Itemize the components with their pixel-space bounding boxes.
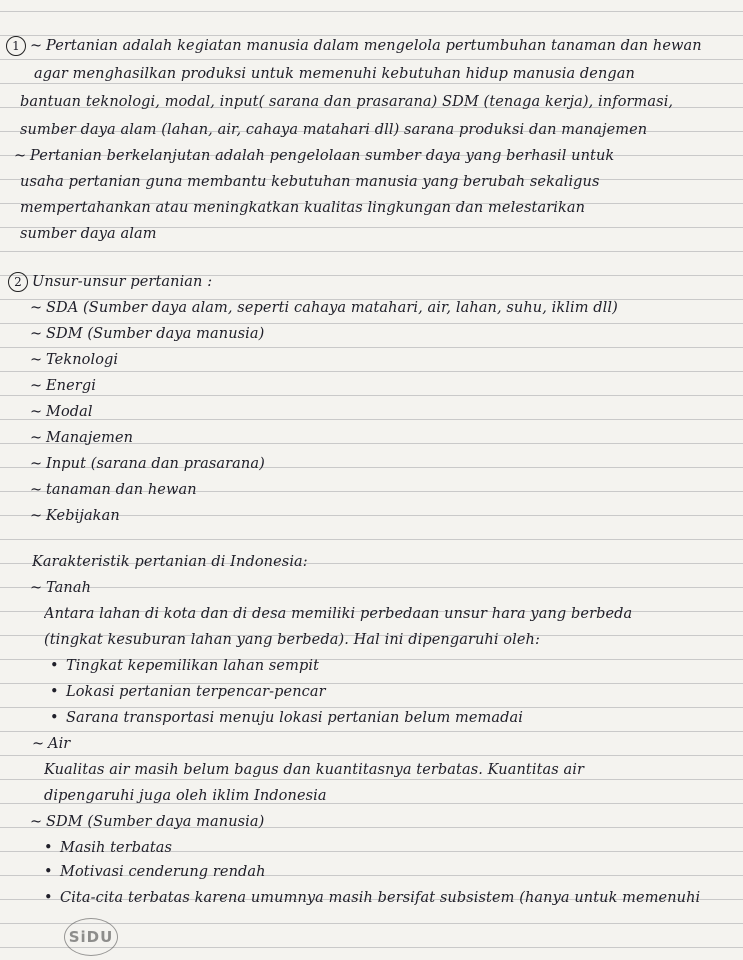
tilde-bullet: ~	[30, 38, 43, 54]
section1-line-5: ~ Pertanian berkelanjutan adalah pengelolaan sumber daya yang berhasil untuk	[14, 144, 743, 168]
tilde-bullet: ~	[30, 430, 43, 446]
tilde-bullet: ~	[30, 352, 43, 368]
tilde-bullet: ~	[32, 736, 45, 752]
list-item: ~ Manajemen	[30, 426, 743, 450]
section1-line-2: agar menghasilkan produksi untuk memenuhi kebutuhan hidup manusia dengan	[34, 66, 635, 82]
air-label: ~ Air	[32, 732, 743, 756]
dot-bullet: •	[50, 710, 59, 726]
list-item: ~ SDM (Sumber daya manusia)	[30, 322, 743, 346]
section1-line-3: bantuan teknologi, modal, input( sarana dan prasarana) SDM (tenaga kerja), informasi,	[20, 94, 674, 110]
dot-bullet: •	[50, 684, 59, 700]
list-item: • Motivasi cenderung rendah	[44, 860, 743, 884]
list-item: ~ Energi	[30, 374, 743, 398]
tanah-line-2: (tingkat kesuburan lahan yang berbeda). Hal ini dipengaruhi oleh:	[44, 632, 540, 648]
tanah-line-1: Antara lahan di kota dan di desa memiliki perbedaan unsur hara yang berbeda	[44, 606, 633, 622]
section1-line-6: usaha pertanian guna membantu kebutuhan manusia yang berubah sekaligus	[20, 174, 600, 190]
air-line-2: dipengaruhi juga oleh iklim Indonesia	[44, 788, 327, 804]
list-item: ~ Teknologi	[30, 348, 743, 372]
section1-line-7: mempertahankan atau meningkatkan kualitas lingkungan dan melestarikan	[20, 200, 586, 216]
tilde-bullet: ~	[30, 508, 43, 524]
section1-number: 1	[6, 36, 26, 56]
tilde-bullet: ~	[30, 378, 43, 394]
section2-number: 2	[8, 272, 28, 292]
dot-bullet: •	[44, 864, 53, 880]
section3-title: Karakteristik pertanian di Indonesia:	[32, 554, 308, 570]
tilde-bullet: ~	[30, 814, 43, 830]
tilde-bullet: ~	[30, 456, 43, 472]
list-item: • Sarana transportasi menuju lokasi pertanian belum memadai	[50, 706, 743, 730]
section1-line-1: 1 ~ Pertanian adalah kegiatan manusia dalam mengelola pertumbuhan tanaman dan hewan	[6, 34, 743, 58]
dot-bullet: •	[44, 840, 53, 856]
tilde-bullet: ~	[30, 326, 43, 342]
list-item: ~ Input (sarana dan prasarana)	[30, 452, 743, 476]
dot-bullet: •	[44, 890, 53, 906]
list-item: ~ Modal	[30, 400, 743, 424]
list-item: • Cita-cita terbatas karena umumnya masih bersifat subsistem (hanya untuk memenuhi	[44, 886, 743, 910]
list-item: • Lokasi pertanian terpencar-pencar	[50, 680, 743, 704]
tilde-bullet: ~	[30, 580, 43, 596]
tilde-bullet: ~	[30, 482, 43, 498]
sidu-logo: SiDU	[64, 918, 118, 956]
section1-line-4: sumber daya alam (lahan, air, cahaya matahari dll) sarana produksi dan manajemen	[20, 122, 648, 138]
section1-line-8: sumber daya alam	[20, 226, 157, 242]
list-item: • Tingkat kepemilikan lahan sempit	[50, 654, 743, 678]
tilde-bullet: ~	[30, 404, 43, 420]
tanah-label: ~ Tanah	[30, 576, 743, 600]
sdm-label: ~ SDM (Sumber daya manusia)	[30, 810, 743, 834]
tilde-bullet: ~	[14, 148, 27, 164]
air-line-1: Kualitas air masih belum bagus dan kuantitasnya terbatas. Kuantitas air	[44, 762, 585, 778]
dot-bullet: •	[50, 658, 59, 674]
list-item: ~ Kebijakan	[30, 504, 743, 528]
section2-title: 2 Unsur-unsur pertanian :	[8, 270, 743, 294]
tilde-bullet: ~	[30, 300, 43, 316]
list-item: • Masih terbatas	[44, 836, 743, 860]
list-item: ~ SDA (Sumber daya alam, seperti cahaya matahari, air, lahan, suhu, iklim dll)	[30, 296, 743, 320]
list-item: ~ tanaman dan hewan	[30, 478, 743, 502]
